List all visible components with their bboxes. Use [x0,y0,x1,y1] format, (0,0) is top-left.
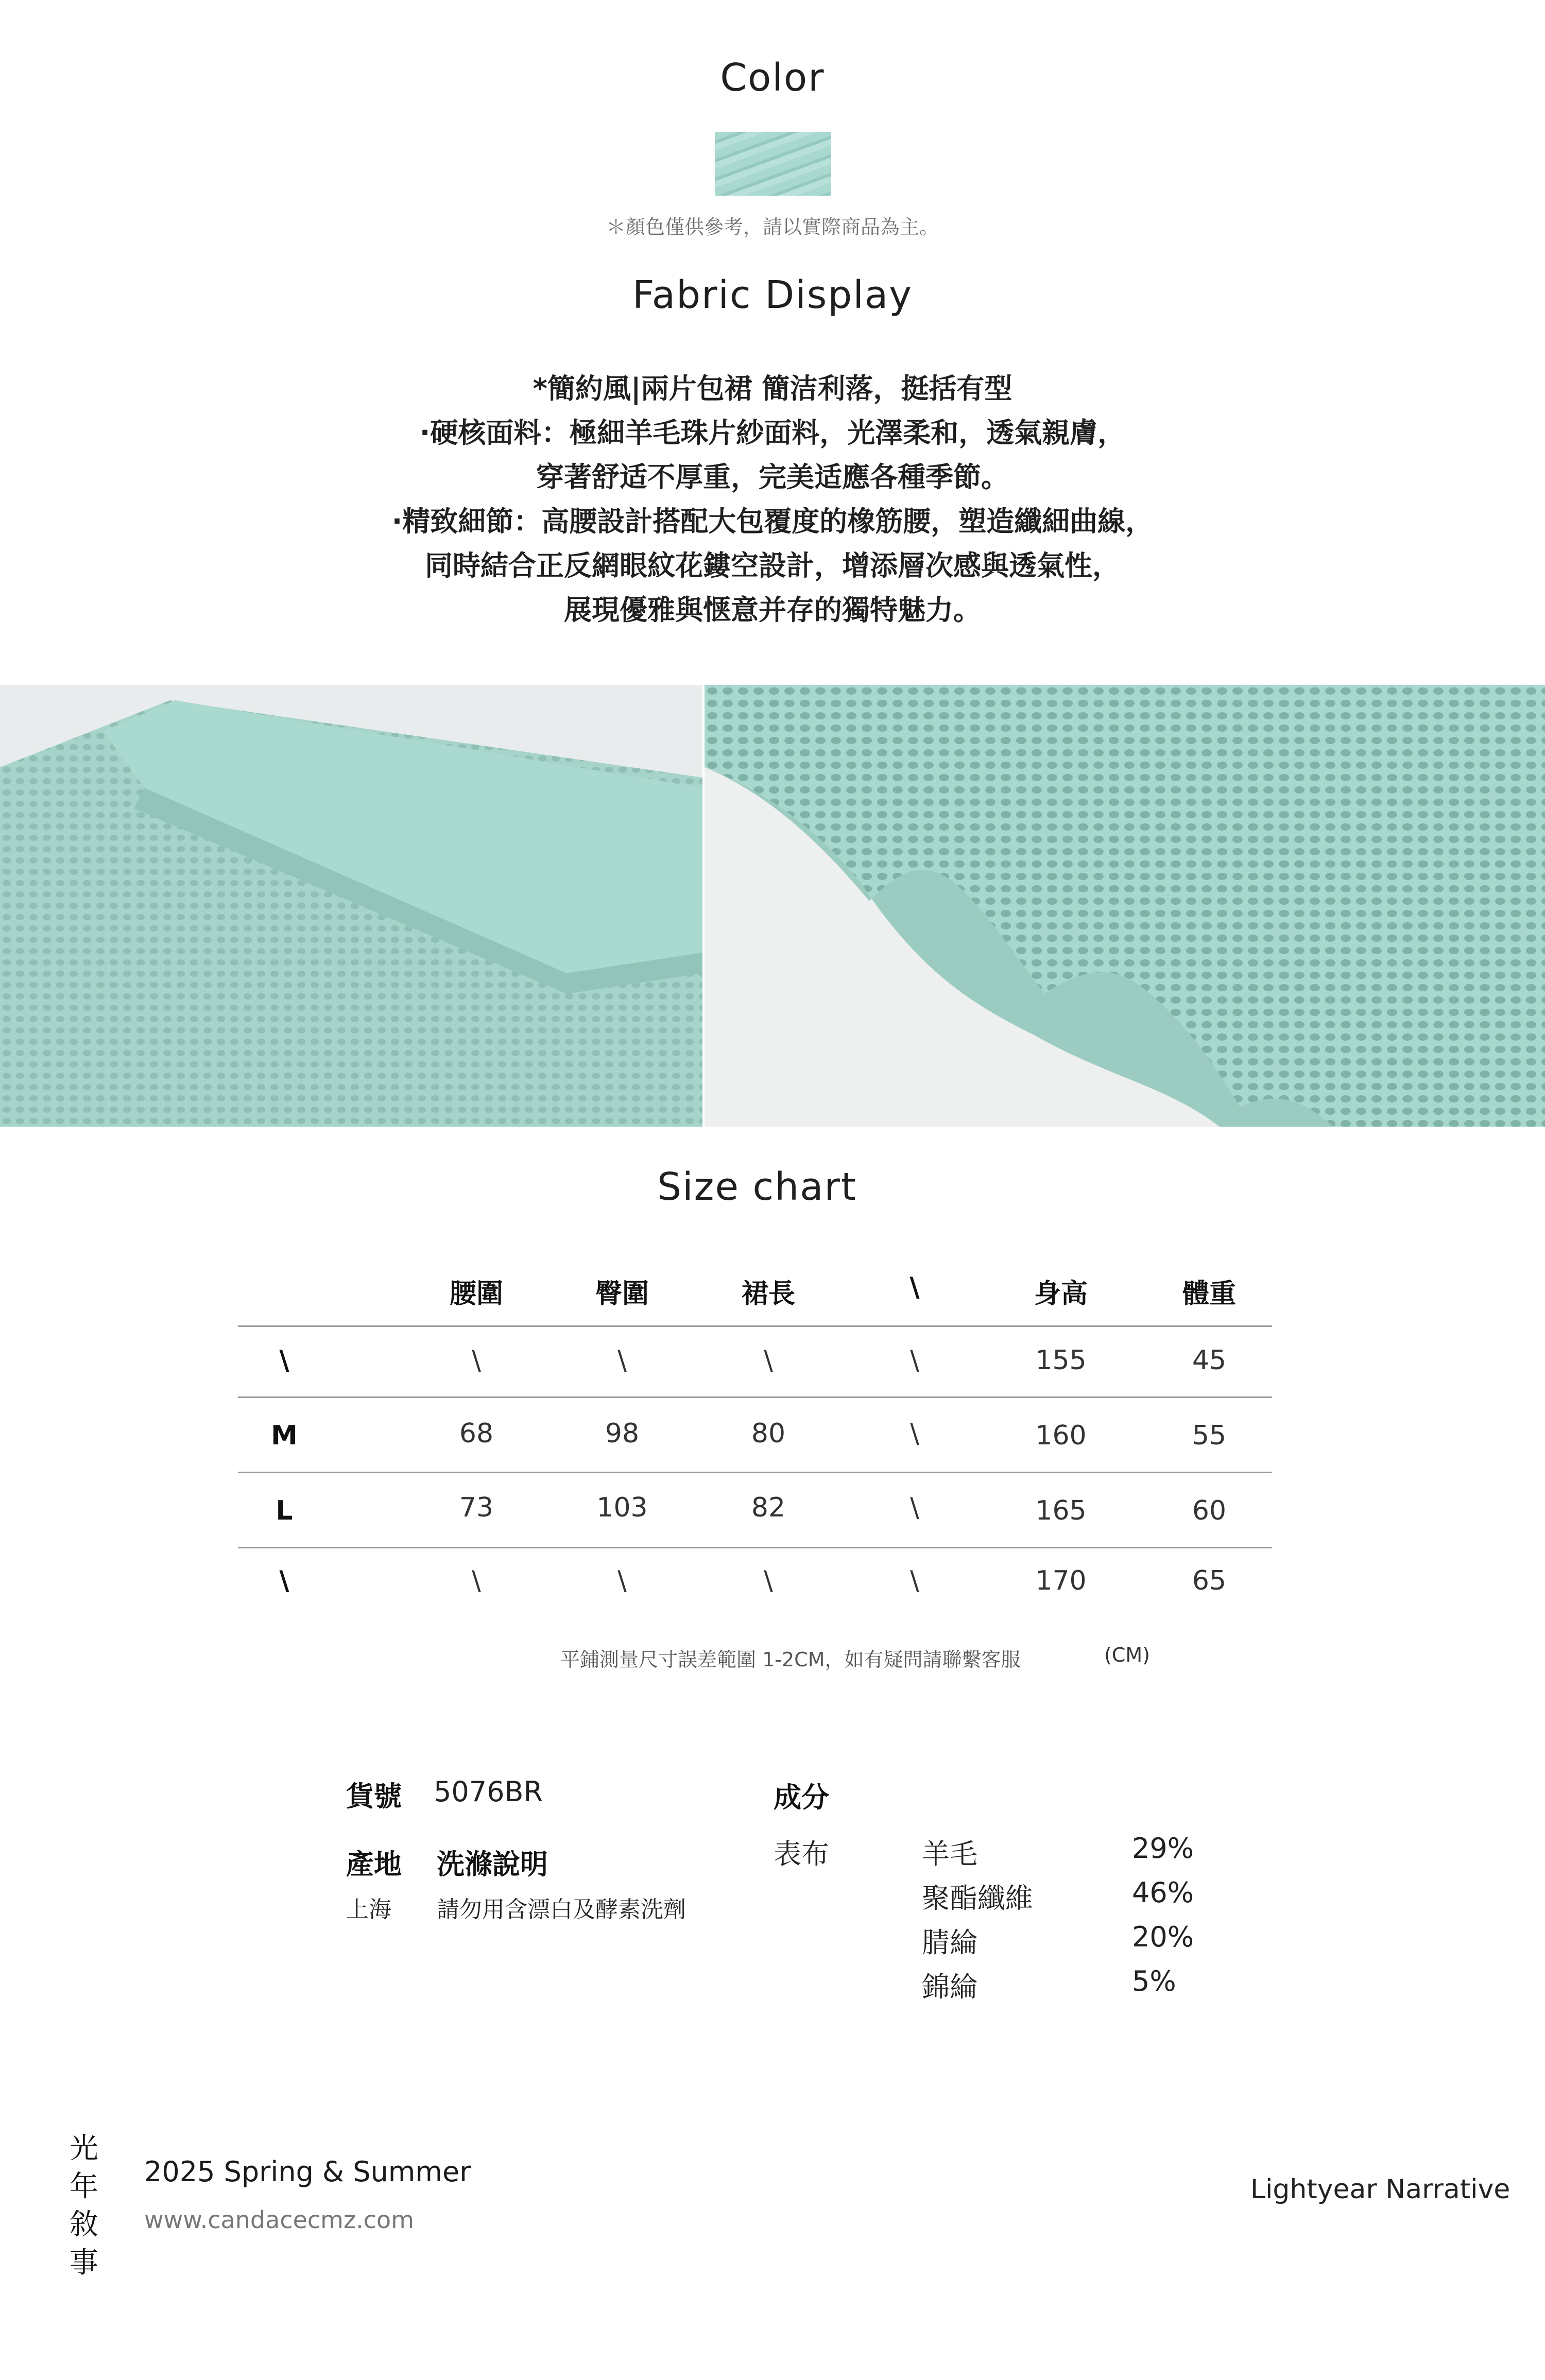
table-header-waist: 腰圍 [449,1279,503,1309]
table-cell: \ [472,1565,481,1596]
brand-vertical-logo [66,2130,102,2282]
table-header-blank: \ [909,1272,920,1303]
table-cell: \ [910,1345,919,1376]
material-name: 聚酯纖維 [922,1882,1033,1915]
fabric-title: Fabric Display [632,273,913,317]
table-divider [238,1325,1272,1327]
table-cell: 65 [1192,1565,1227,1596]
size-chart-note: 平鋪測量尺寸誤差範圍 1-2CM，如有疑問請聯繫客服 [560,1648,1021,1671]
fabric-photo-waistband [0,685,702,1127]
table-cell: \ [472,1345,481,1376]
origin-label: 產地 [346,1848,402,1881]
table-header-weight: 體重 [1182,1279,1236,1309]
table-cell: 73 [459,1492,494,1523]
table-cell: \ [764,1345,773,1376]
material-pct: 46% [1132,1876,1194,1909]
material-pct: 5% [1132,1965,1176,1997]
table-cell: \ [910,1418,919,1449]
season-label: 2025 Spring & Summer [144,2155,471,2188]
table-cell: 68 [459,1418,494,1449]
fabric-label: 表布 [774,1838,829,1870]
table-header-height: 身高 [1034,1279,1088,1309]
fabric-line: 穿著舒适不厚重，完美适應各種季節。 [536,461,1009,493]
table-cell: 80 [751,1418,786,1449]
brand-english-name: Lightyear Narrative [1250,2174,1510,2205]
table-cell: \ [617,1565,627,1596]
table-cell: \ [764,1565,773,1596]
table-cell: \ [279,1565,289,1596]
table-header-hip: 臀圍 [595,1279,649,1309]
fabric-line: ·硬核面料：極細羊毛珠片紗面料，光澤柔和，透氣親膚， [419,417,1126,449]
table-cell: \ [279,1345,289,1376]
material-pct: 20% [1132,1921,1194,1953]
table-cell: 98 [605,1418,640,1449]
item-number: 5076BR [434,1775,543,1808]
table-cell: 160 [1035,1420,1087,1451]
color-note: ＊顏色僅供參考，請以實際商品為主。 [606,216,939,238]
color-title: Color [720,56,825,100]
fabric-line: 展現優雅與惬意并存的獨特魅力。 [564,594,981,626]
table-divider [238,1396,1272,1398]
table-cell: \ [910,1565,919,1596]
table-cell: 165 [1035,1495,1087,1526]
composition-label: 成分 [774,1781,829,1814]
table-divider [238,1472,1272,1473]
care-instructions: 請勿用含漂白及酵素洗劑 [437,1896,686,1923]
table-cell: 60 [1192,1495,1227,1526]
table-divider [238,1547,1272,1548]
size-chart-unit: (CM) [1104,1644,1150,1666]
brand-char: 敘 [70,2208,98,2241]
table-cell: 103 [596,1492,648,1523]
table-cell: 45 [1192,1345,1227,1376]
table-cell: 55 [1192,1420,1227,1451]
fabric-line: *簡約風|兩片包裙 簡洁利落，挺括有型 [533,372,1012,405]
brand-char: 光 [70,2132,98,2165]
material-name: 腈綸 [922,1926,977,1959]
material-pct: 29% [1132,1832,1194,1865]
item-number-label: 貨號 [346,1780,402,1813]
table-cell: L [276,1495,293,1526]
table-header-length: 裙長 [741,1279,795,1309]
size-chart-title: Size chart [657,1165,857,1209]
table-cell: 155 [1035,1345,1087,1376]
brand-char: 事 [70,2246,98,2280]
fabric-photo-hem [705,685,1545,1127]
table-cell: \ [617,1345,627,1376]
material-name: 羊毛 [922,1838,977,1870]
fabric-line: 同時結合正反網眼紋花鏤空設計，增添層次感與透氣性， [425,549,1120,582]
table-cell: \ [910,1492,919,1523]
table-cell: 170 [1035,1565,1087,1596]
website-link[interactable]: www.candacecmz.com [144,2206,414,2234]
table-cell: M [271,1420,298,1451]
material-name: 錦綸 [922,1971,977,2003]
origin: 上海 [346,1896,391,1923]
table-cell: 82 [751,1492,786,1523]
color-swatch[interactable] [715,132,831,196]
brand-char: 年 [70,2170,98,2203]
care-label: 洗滌說明 [437,1848,548,1881]
fabric-line: ·精致細節：高腰設計搭配大包覆度的橡筋腰，塑造纖細曲線， [391,505,1154,538]
fabric-description [0,367,1545,632]
